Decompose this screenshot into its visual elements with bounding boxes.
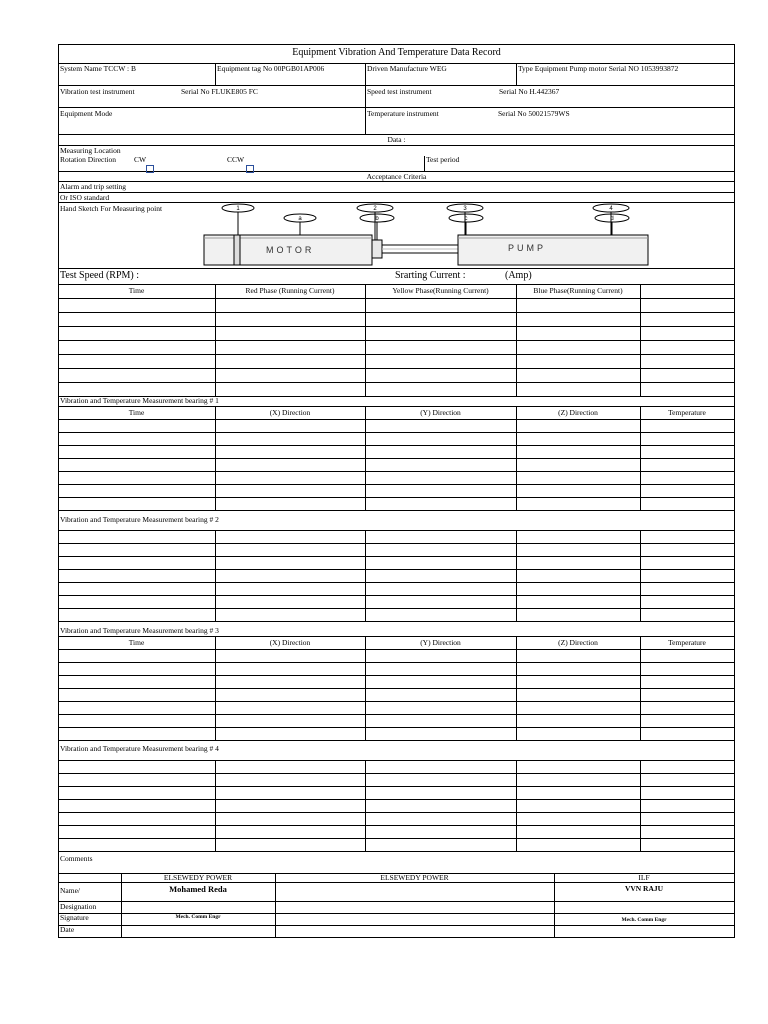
row-line — [58, 484, 735, 485]
row-line — [58, 649, 735, 650]
bearing-header-z: (Z) Direction — [558, 408, 598, 417]
signoff-company-3: ILF — [638, 873, 650, 882]
row-line — [58, 530, 735, 531]
col-line — [640, 406, 641, 510]
col-line — [640, 284, 641, 396]
col-line — [516, 636, 517, 740]
row-line — [58, 298, 735, 299]
bearing-header-y: (Y) Direction — [420, 408, 461, 417]
point-2: 2 — [373, 206, 377, 212]
col-line — [516, 406, 517, 510]
signoff-company-2: ELSEWEDY POWER — [380, 873, 449, 882]
driven-manufacture: Driven Manufacture WEG — [367, 64, 447, 73]
row-line — [58, 312, 735, 313]
signoff-name-3: VVN RAJU — [624, 884, 664, 893]
row-line — [58, 354, 735, 355]
point-a: a — [298, 216, 302, 222]
bearing-2-title: Vibration and Temperature Measurement bearing # 2 — [60, 515, 219, 524]
row-line — [58, 621, 735, 622]
bearing-1-title: Vibration and Temperature Measurement bearing # 1 — [60, 396, 219, 405]
bearing-header-temperature: Temperature — [668, 408, 706, 417]
temperature-serial: Serial No 50021579WS — [498, 109, 570, 118]
measuring-point-sketch — [200, 203, 650, 268]
test-period: Test period — [426, 155, 460, 164]
row-line — [58, 107, 735, 108]
col-line — [365, 530, 366, 621]
row-line — [58, 497, 735, 498]
signoff-signature-label: Signature — [60, 913, 89, 922]
current-header-red: Red Phase (Running Current) — [245, 286, 335, 295]
point-3: 3 — [463, 206, 467, 212]
form-title: Equipment Vibration And Temperature Data Record — [292, 47, 501, 58]
row-line — [58, 85, 735, 86]
signoff-designation-label: Designation — [60, 902, 97, 911]
comments-label: Comments — [60, 854, 93, 863]
signoff-signature-3: Mech. Comm Engr — [621, 917, 667, 923]
point-c: c — [464, 216, 468, 222]
row-line — [58, 688, 735, 689]
row-line — [58, 937, 735, 938]
row-line — [58, 268, 735, 269]
bearing-header-temperature: Temperature — [668, 638, 706, 647]
equipment-mode: Equipment Mode — [60, 109, 113, 118]
col-line — [640, 760, 641, 851]
acceptance-criteria: Acceptance Criteria — [366, 172, 427, 181]
row-line — [58, 582, 735, 583]
row-line — [58, 284, 735, 285]
col-line — [215, 760, 216, 851]
current-header-yellow: Yellow Phase(Running Current) — [392, 286, 489, 295]
starting-current: Srarting Current : — [395, 270, 466, 281]
row-line — [58, 812, 735, 813]
col-line — [640, 530, 641, 621]
row-line — [58, 44, 735, 45]
row-line — [58, 701, 735, 702]
row-line — [58, 825, 735, 826]
rotation-direction: Rotation Direction — [60, 155, 117, 164]
row-line — [58, 760, 735, 761]
col-line — [365, 284, 366, 396]
row-line — [58, 340, 735, 341]
row-line — [58, 925, 735, 926]
bearing-header-y: (Y) Direction — [420, 638, 461, 647]
row-line — [58, 445, 735, 446]
col-line — [365, 406, 366, 510]
row-line — [58, 595, 735, 596]
bearing-4-title: Vibration and Temperature Measurement bearing # 4 — [60, 744, 219, 753]
iso-standard: Or ISO standard — [60, 193, 110, 202]
hand-sketch-label: Hand Sketch For Measuring point — [60, 204, 163, 213]
col-line — [215, 406, 216, 510]
ccw-label: CCW — [227, 155, 245, 164]
col-line — [516, 63, 517, 85]
row-line — [58, 471, 735, 472]
row-line — [58, 773, 735, 774]
row-line — [58, 543, 735, 544]
point-1: 1 — [236, 206, 240, 212]
col-line — [215, 63, 216, 85]
system-name: System Name TCCW : B — [60, 64, 136, 73]
row-line — [58, 714, 735, 715]
amp-unit: (Amp) — [505, 270, 532, 281]
bearing-header-x: (X) Direction — [269, 638, 311, 647]
temperature-instrument: Temperature instrument — [367, 109, 439, 118]
speed-serial: Serial No H.442367 — [499, 87, 560, 96]
test-speed: Test Speed (RPM) : — [60, 270, 140, 281]
data-record-form — [58, 44, 735, 937]
row-line — [58, 675, 735, 676]
col-line — [424, 156, 425, 171]
row-line — [58, 419, 735, 420]
row-line — [58, 569, 735, 570]
col-line — [215, 530, 216, 621]
row-line — [58, 851, 735, 852]
row-line — [58, 145, 735, 146]
row-line — [58, 727, 735, 728]
bearing-header-z: (Z) Direction — [558, 638, 598, 647]
speed-instrument: Speed test instrument — [367, 87, 432, 96]
col-line — [365, 636, 366, 740]
motor-label: MOTOR — [266, 245, 315, 255]
row-line — [58, 608, 735, 609]
bearing-header-time: Time — [128, 408, 145, 417]
pump-label: PUMP — [508, 243, 547, 253]
current-header-time: Time — [128, 286, 145, 295]
row-line — [58, 458, 735, 459]
row-line — [58, 406, 735, 407]
signoff-date-label: Date — [60, 925, 75, 934]
row-line — [58, 740, 735, 741]
bearing-header-x: (X) Direction — [269, 408, 311, 417]
row-line — [58, 368, 735, 369]
measuring-location: Measuring Location — [60, 146, 121, 155]
col-line — [215, 636, 216, 740]
point-4: 4 — [609, 206, 613, 212]
signoff-signature-1: Mech. Comm Engr — [175, 914, 221, 920]
data-label: Data : — [387, 135, 406, 144]
row-line — [58, 510, 735, 511]
row-line — [58, 799, 735, 800]
row-line — [58, 326, 735, 327]
row-line — [58, 636, 735, 637]
row-line — [58, 786, 735, 787]
cw-label: CW — [134, 155, 147, 164]
col-line — [215, 284, 216, 396]
col-line — [516, 530, 517, 621]
row-line — [58, 662, 735, 663]
bearing-3-title: Vibration and Temperature Measurement bearing # 3 — [60, 626, 219, 635]
row-line — [58, 382, 735, 383]
signoff-name-label: Name/ — [60, 886, 80, 895]
bearing-header-time: Time — [128, 638, 145, 647]
row-line — [58, 901, 735, 902]
vibration-serial: Serial No FLUKE805 FC — [181, 87, 258, 96]
col-line — [365, 760, 366, 851]
row-line — [58, 556, 735, 557]
signoff-company-1: ELSEWEDY POWER — [163, 873, 233, 882]
point-d: d — [610, 216, 614, 222]
type-equipment: Type Equipment Pump motor Serial NO 1053993872 — [518, 64, 679, 73]
current-header-blue: Blue Phase(Running Current) — [533, 286, 623, 295]
col-line — [640, 636, 641, 740]
signoff-name-1: Mohamed Reda — [169, 884, 227, 894]
row-line — [58, 838, 735, 839]
col-line — [516, 760, 517, 851]
point-b: b — [375, 216, 379, 222]
row-line — [58, 432, 735, 433]
col-line — [365, 63, 366, 134]
row-line — [58, 192, 735, 193]
col-line — [516, 284, 517, 396]
vibration-instrument: Vibration test instrument — [60, 87, 135, 96]
equipment-tag: Equipment tag No 00PGB01AP006 — [217, 64, 325, 73]
alarm-trip-setting: Alarm and trip setting — [60, 182, 127, 191]
